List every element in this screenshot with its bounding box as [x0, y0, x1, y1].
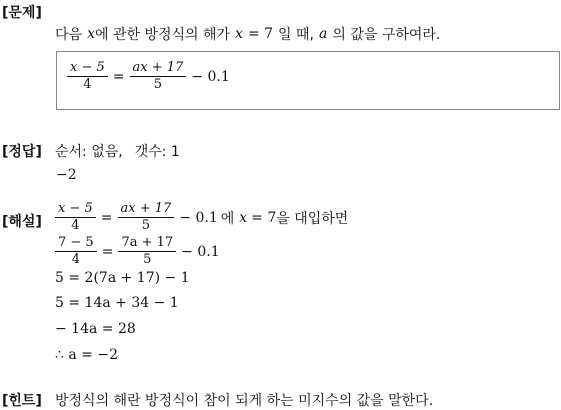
solution-line-6: ∴ a = −2: [55, 347, 118, 363]
hint-text: 방정식의 해란 방정식이 참이 되게 하는 미지수의 값을 말한다.: [55, 393, 434, 409]
problem-eq-value: = 7: [247, 26, 274, 42]
sol1-variable-x: x: [239, 209, 248, 226]
problem-section-label: [문제]: [2, 5, 42, 21]
sol1-equals: =: [100, 209, 113, 226]
sol1-right-fraction: [118, 201, 175, 234]
problem-eq-left-fraction: [67, 60, 108, 93]
sol2-left-numerator: 7 − 5: [55, 235, 97, 252]
sol2-equals: =: [101, 243, 114, 260]
solution-section-label: [해설]: [2, 214, 42, 230]
answer-value: −2: [56, 167, 77, 183]
solution-line-5: − 14a = 28: [55, 321, 136, 337]
problem-text-part3: 일 때,: [278, 27, 314, 43]
solution-line-3: 5 = 2(7a + 17) − 1: [55, 270, 190, 286]
problem-variable-a: a: [319, 26, 328, 42]
sol1-particle: 에: [220, 210, 235, 227]
solution-line-2: [53, 235, 220, 268]
sol1-right-numerator: ax + 17: [118, 201, 175, 218]
sol1-eq-value: = 7: [251, 209, 277, 226]
answer-count: 갯수: 1: [134, 144, 180, 160]
problem-eq-right-denominator: 5: [153, 77, 163, 92]
problem-eq-equals: =: [112, 68, 125, 85]
problem-variable-x: x: [87, 26, 95, 42]
sol1-substitute-text: 을 대입하면: [276, 210, 349, 227]
answer-order: 순서: 없음,: [55, 144, 123, 160]
problem-eq-left-denominator: 4: [83, 77, 92, 92]
problem-text-part1: 다음: [55, 27, 83, 43]
problem-variable-x2: x: [235, 26, 243, 42]
sol1-left-fraction: [55, 201, 96, 234]
problem-eq-left-numerator: x − 5: [67, 60, 108, 77]
hint-section-label: [힌트]: [2, 393, 42, 409]
sol2-left-denominator: 4: [71, 252, 80, 267]
sol1-left-numerator: x − 5: [55, 201, 96, 218]
problem-eq-right-fraction: [130, 60, 187, 93]
sol2-left-fraction: [55, 235, 97, 268]
problem-text-part2: 에 관한 방정식의 해가: [94, 27, 231, 43]
sol1-right-denominator: 5: [141, 218, 151, 233]
sol1-tail: − 0.1: [179, 209, 218, 226]
sol2-right-fraction: [118, 235, 176, 268]
answer-section-label: [정답]: [2, 144, 42, 160]
sol1-left-denominator: 4: [71, 218, 80, 233]
sol2-tail: − 0.1: [181, 243, 220, 260]
problem-text-part4: 의 값을 구하여라.: [332, 27, 441, 43]
problem-eq-right-numerator: ax + 17: [130, 60, 187, 77]
problem-eq-tail: − 0.1: [191, 68, 230, 85]
solution-line-1: [53, 201, 348, 234]
problem-equation: [65, 60, 230, 93]
answer-meta: [55, 141, 180, 161]
solution-line-4: 5 = 14a + 34 − 1: [55, 295, 179, 311]
problem-equation-box: [56, 51, 560, 110]
problem-statement: [55, 24, 440, 44]
sol2-right-numerator: 7a + 17: [118, 235, 176, 252]
sol2-right-denominator: 5: [143, 252, 152, 267]
